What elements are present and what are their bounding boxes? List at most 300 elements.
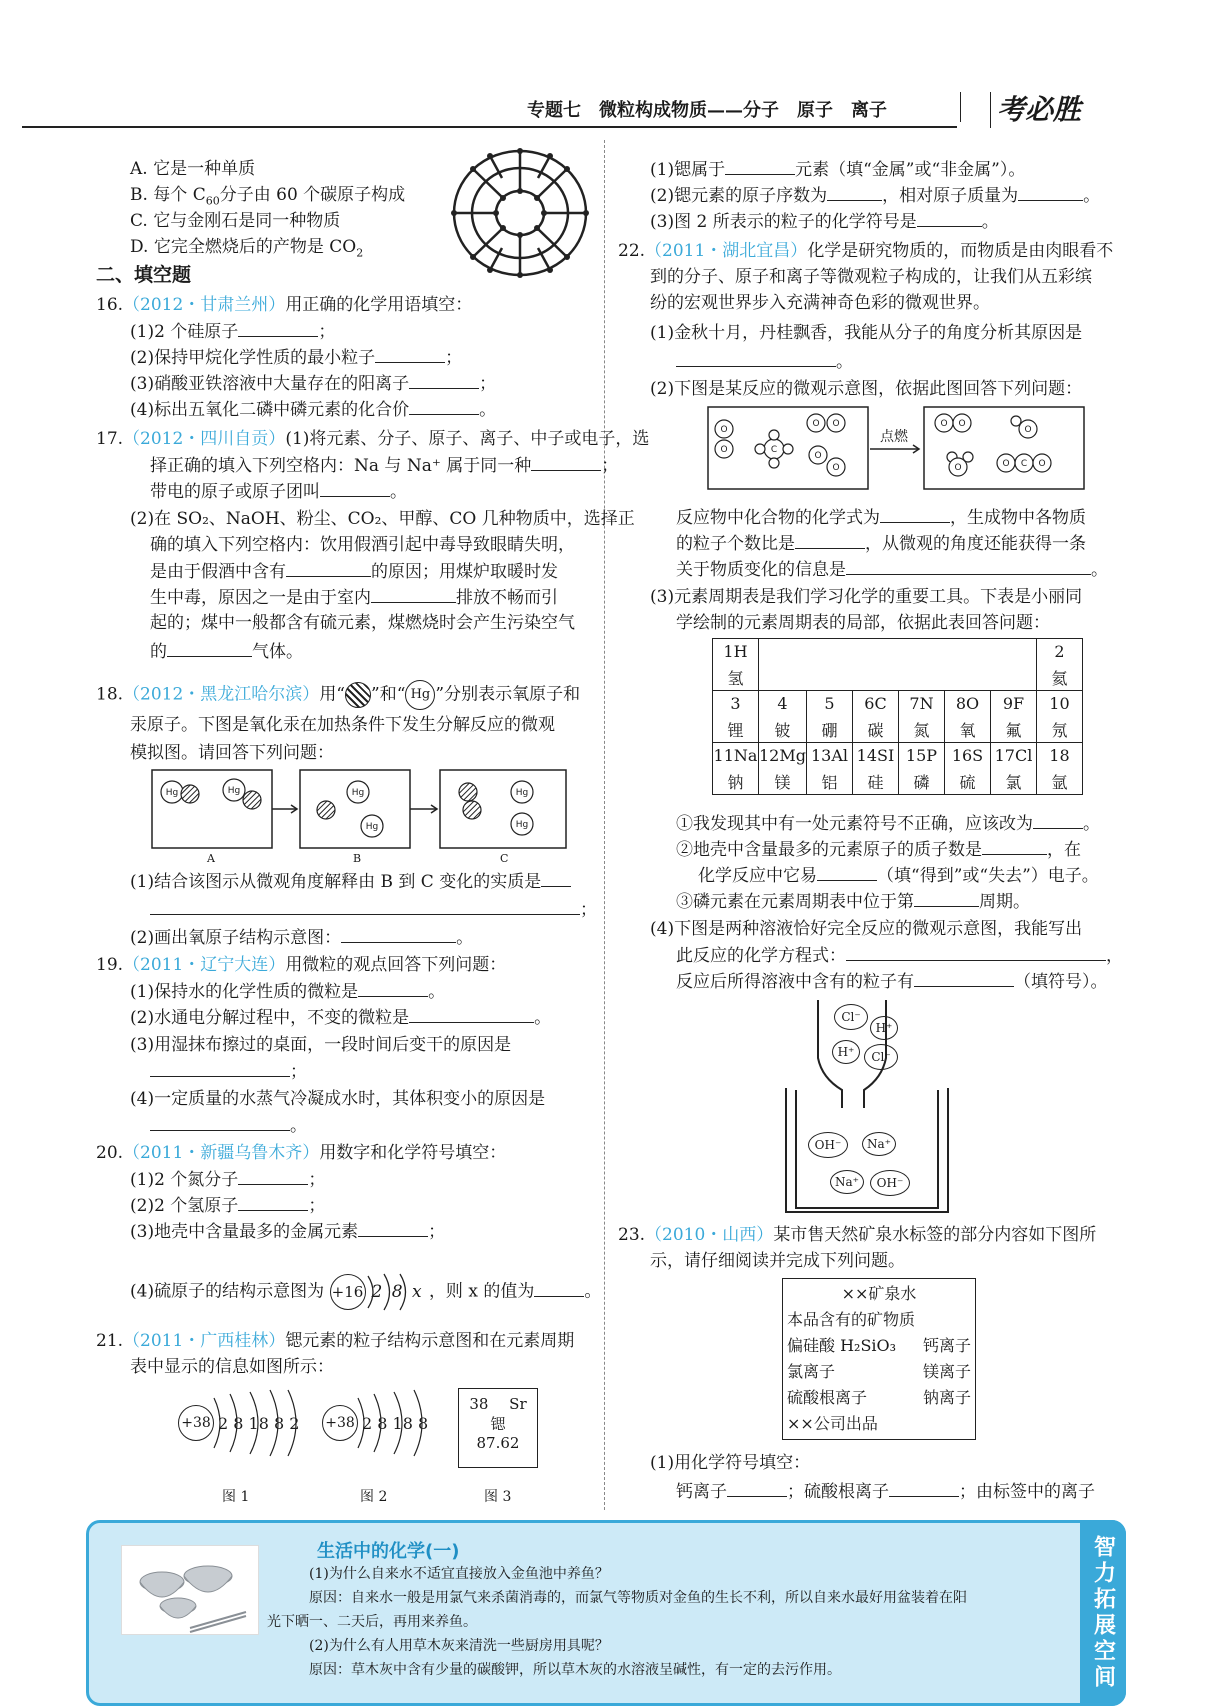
svg-text:O: O	[940, 419, 948, 429]
q17-l6	[150, 560, 558, 583]
q23-text: 某市售天然矿泉水标签的部分内容如下图所	[773, 1225, 1097, 1245]
q20-s1: (1)2 个氮分子 ；	[130, 1170, 326, 1190]
q22-s4d-text: （填符号）。	[1014, 972, 1108, 992]
q22-s4b: 此反应的化学方程式： ，	[676, 946, 1123, 966]
q19-s2-text: (2)水通电分解过程中，不变的微粒是	[130, 1008, 410, 1028]
q23-num: 23.	[618, 1225, 646, 1245]
empty-cell	[898, 639, 944, 665]
electron-shell-arcs	[362, 1272, 412, 1312]
answer-blank[interactable]	[150, 1114, 290, 1131]
q19-num: 19.	[96, 955, 124, 975]
element-name: 氢	[713, 665, 759, 691]
answer-blank[interactable]	[167, 640, 252, 657]
q22-s3q2b-text: ，在	[1047, 840, 1081, 860]
header-title: 专题七 微粒构成物质——分子 原子 离子	[527, 100, 887, 121]
q18-stem3: 模拟图。请回答下列问题：	[130, 743, 334, 763]
side-tab	[1080, 1520, 1126, 1706]
na-ion-label: Na⁺	[867, 1137, 891, 1151]
q17-l4: (2)在 SO₂、NaOH、粉尘、CO₂、甲醇、CO 几种物质中，选择正	[130, 509, 635, 529]
svg-text:O: O	[1024, 425, 1032, 435]
q22-s4c-text: 反应后所得溶液中含有的粒子有	[676, 972, 914, 992]
svg-text:Hg: Hg	[515, 820, 529, 830]
q22-s3q2c-text: 化学反应中它易	[698, 866, 817, 886]
q19-stem	[96, 954, 506, 976]
q23-l1	[618, 1224, 1096, 1246]
q22-l3: 纷的宏观世界步入充满神奇色彩的微观世界。	[650, 293, 990, 313]
ion-sodium-2	[830, 1170, 864, 1194]
q22-s3q3	[676, 890, 1030, 913]
q22-source: （2011・湖北宜昌）	[645, 241, 808, 261]
answer-blank[interactable]	[725, 158, 795, 175]
element-name: 镁	[759, 769, 807, 795]
q23-s1a	[676, 1480, 1095, 1503]
sr-cell-top	[459, 1395, 537, 1413]
diagram-label-c: C	[500, 852, 509, 865]
q21-num: 21.	[96, 1331, 124, 1351]
reaction-condition: 点燃	[880, 429, 908, 445]
q15-b-text2: 分子由 60 个碳原子构成	[219, 185, 406, 205]
element-symbol: 4	[759, 691, 807, 717]
q17-l3-text: 带电的原子或原子团叫	[150, 482, 320, 502]
empty-cell	[806, 639, 852, 665]
q20-stem	[96, 1142, 506, 1164]
answer-blank[interactable]	[917, 210, 982, 227]
q15-d-sub: 2	[356, 246, 364, 260]
box-a1-cont: 光下晒一、二天后，再用来养鱼。	[267, 1614, 477, 1630]
q19-s3-cont: ；	[150, 1060, 307, 1083]
element-name: 铝	[806, 769, 852, 795]
element-name: 氯	[990, 769, 1036, 795]
oh-ion-label: OH⁻	[814, 1138, 842, 1152]
ion-hydrogen-1	[870, 1016, 898, 1040]
q22-s2a	[676, 506, 1086, 529]
q17-l6-text: 是由于假酒中含有	[150, 562, 286, 582]
element-name: 锂	[713, 717, 759, 743]
q20-s2: (2)2 个氢原子 ；	[130, 1196, 326, 1216]
strontium-periodic-cell	[458, 1388, 538, 1468]
answer-blank[interactable]	[150, 898, 580, 915]
q22-s2: (2)下图是某反应的微观示意图，依据此图回答下列问题：	[650, 379, 1083, 399]
q15-option-d	[130, 236, 363, 264]
q18-s2: (2)画出氧原子结构示意图： 。	[130, 928, 474, 948]
q16-s4-text: (4)标出五氧化二磷中磷元素的化合价	[130, 400, 410, 420]
ion-hydroxide-2	[870, 1170, 910, 1196]
q22-s3q1-text: ①我发现其中有一处元素符号不正确，应该改为	[676, 814, 1033, 834]
element-name: 钠	[713, 769, 759, 795]
q20-s4b-text: ，则 x 的值为	[428, 1281, 535, 1302]
answer-blank[interactable]	[914, 970, 1014, 987]
q17-text: (1)将元素、分子、原子、离子、中子或电子，选	[285, 429, 650, 449]
svg-text:O: O	[814, 451, 822, 461]
q16-s3-text: (3)硝酸亚铁溶液中大量存在的阳离子	[130, 374, 410, 394]
q19-s3: (3)用湿抹布擦过的桌面，一段时间后变干的原因是	[130, 1035, 512, 1055]
empty-cell	[944, 639, 990, 665]
cl-ion	[864, 1044, 898, 1070]
column-divider	[604, 140, 605, 1510]
sr-name: 锶	[490, 1415, 506, 1433]
q15-d-text: D. 它完全燃烧后的产物是 CO	[130, 237, 357, 257]
figure-2-label: 图 2	[360, 1489, 388, 1505]
answer-blank[interactable]	[889, 1480, 959, 1497]
element-symbol: 17Cl	[990, 743, 1036, 769]
element-symbol: 7N	[898, 691, 944, 717]
q21-text: 锶元素的粒子结构示意图和在元素周期	[285, 1331, 575, 1351]
h-ion	[870, 1016, 898, 1040]
q16-s1: (1)2 个硅原子 ；	[130, 322, 336, 342]
q18-s2-text: (2)画出氧原子结构示意图：	[130, 928, 342, 948]
q19-text: 用微粒的观点回答下列问题：	[285, 955, 507, 975]
label-manufacturer: ××公司出品	[787, 1414, 878, 1433]
q20-s1-text: (1)2 个氮分子	[130, 1170, 239, 1190]
empty-cell	[990, 665, 1036, 691]
element-name: 硼	[806, 717, 852, 743]
q22-text: 化学是研究物质的，而物质是由肉眼看不	[807, 241, 1114, 261]
svg-text:O: O	[812, 419, 820, 429]
brand-logo: 考必胜	[997, 93, 1082, 126]
element-name: 氮	[898, 717, 944, 743]
sr-atomic-number: 38	[469, 1395, 489, 1413]
q21-s1-text: (1)锶属于	[650, 160, 726, 180]
ion-chloride-1	[834, 1004, 868, 1030]
element-name: 磷	[898, 769, 944, 795]
cl-ion-label: Cl⁻	[841, 1010, 861, 1024]
svg-text:O: O	[1038, 459, 1046, 469]
q17-l8: 起的；煤中一般都含有硫元素，煤燃烧时会产生污染空气	[150, 613, 575, 633]
label-sodium-ion: 钠离子	[922, 1388, 971, 1407]
q23-s1b-text: ；硫酸根离子	[787, 1482, 889, 1502]
element-symbol: 8O	[944, 691, 990, 717]
sr-ion-nuclear-charge: +38	[325, 1415, 355, 1431]
answer-blank[interactable]	[676, 350, 836, 367]
empty-cell	[852, 639, 898, 665]
answer-blank[interactable]	[341, 926, 456, 943]
q22-l2: 到的分子、原子和离子等微观粒子构成的，让我们从五彩缤	[650, 267, 1092, 287]
element-name: 铍	[759, 717, 807, 743]
q18-s1-text: (1)结合该图示从微观角度解释由 B 到 C 变化的实质是	[130, 872, 542, 892]
q17-l7b-text: 排放不畅而引	[456, 588, 558, 608]
diagram-label-b: B	[353, 852, 362, 865]
element-symbol: 9F	[990, 691, 1036, 717]
q20-source: （2011・新疆乌鲁木齐）	[123, 1143, 320, 1163]
q22-s2b-text: ，生成物中各物质	[950, 508, 1086, 528]
element-name: 氟	[990, 717, 1036, 743]
label-calcium-ion: 钙离子	[922, 1336, 971, 1355]
sr-ion-nucleus	[322, 1405, 358, 1441]
answer-blank[interactable]	[1033, 812, 1083, 829]
label-line-4	[787, 1385, 971, 1411]
ion-chloride-2	[864, 1044, 898, 1070]
element-symbol: 5	[806, 691, 852, 717]
bowls-icon	[122, 1546, 260, 1636]
element-symbol: 1H	[713, 639, 759, 665]
c60-fullerene-image	[450, 148, 590, 278]
q22-s3q1: ①我发现其中有一处元素符号不正确，应该改为 。	[676, 814, 1100, 834]
answer-blank[interactable]	[371, 586, 456, 603]
q15-option-a: A. 它是一种单质	[130, 159, 256, 179]
svg-text:Hg: Hg	[351, 788, 365, 798]
label-silicic-acid: 偏硅酸 H₂SiO₃	[787, 1336, 897, 1355]
q22-num: 22.	[618, 241, 646, 261]
answer-blank[interactable]	[150, 1060, 290, 1077]
empty-cell	[759, 665, 807, 691]
q21-s2-text: (2)锶元素的原子序数为	[650, 186, 828, 206]
svg-text:O: O	[958, 419, 966, 429]
q20-s4-text: (4)硫原子的结构示意图为	[130, 1281, 325, 1302]
h-ion	[832, 1040, 860, 1064]
answer-blank[interactable]	[320, 480, 390, 497]
q16-s2-text: (2)保持甲烷化学性质的最小粒子	[130, 348, 376, 368]
q22-s4c	[676, 970, 1108, 993]
electron-shell-arcs-1	[210, 1388, 310, 1458]
answer-blank[interactable]	[846, 558, 1091, 575]
q17-l1	[96, 428, 649, 450]
element-symbol: 11Na	[713, 743, 759, 769]
oxygen-atom-symbol	[345, 682, 371, 708]
answer-blank[interactable]	[914, 890, 979, 907]
answer-blank[interactable]	[846, 944, 1106, 961]
q21-s2: (2)锶元素的原子序数为 ，相对原子质量为 。	[650, 186, 1101, 206]
q20-s3-text: (3)地壳中含量最多的金属元素	[130, 1222, 359, 1242]
diagram-label-a: A	[207, 852, 215, 865]
answer-blank[interactable]	[409, 372, 479, 389]
q22-s1-cont: 。	[676, 350, 853, 373]
ion-hydrogen-2	[832, 1040, 860, 1064]
q18-source: （2012・黑龙江哈尔滨）	[123, 684, 320, 705]
q16-s3: (3)硝酸亚铁溶液中大量存在的阳离子 ；	[130, 374, 497, 394]
q19-s1-text: (1)保持水的化学性质的微粒是	[130, 982, 359, 1002]
sr-nuclear-charge: +38	[181, 1415, 211, 1431]
q20-s2-text: (2)2 个氢原子	[130, 1196, 239, 1216]
element-symbol: 14SI	[852, 743, 898, 769]
answer-blank[interactable]	[409, 1006, 534, 1023]
svg-text:O: O	[720, 425, 728, 435]
answer-blank[interactable]	[880, 506, 950, 523]
q21-s2b-text: ，相对原子质量为	[882, 186, 1019, 206]
q23-source: （2010・山西）	[645, 1225, 774, 1245]
element-symbol: 6C	[852, 691, 898, 717]
answer-blank[interactable]	[795, 532, 865, 549]
answer-blank[interactable]	[817, 864, 877, 881]
q22-s3q2-text: ②地壳中含量最多的元素原子的质子数是	[676, 840, 982, 860]
svg-text:O: O	[832, 463, 840, 473]
sr-atomic-mass: 87.62	[476, 1434, 520, 1452]
left-column	[0, 0, 650, 1520]
element-symbol: 12Mg	[759, 743, 807, 769]
h-ion-label: H⁺	[875, 1021, 893, 1035]
q21-stem2: 表中显示的信息如图所示：	[130, 1357, 334, 1377]
sulfur-nuclear-charge: +16	[331, 1283, 364, 1301]
q16-stem	[96, 294, 472, 316]
combustion-reaction-diagram	[706, 405, 1086, 493]
answer-blank[interactable]	[827, 184, 882, 201]
q17-l9-text: 的	[150, 642, 167, 662]
empty-cell	[759, 639, 807, 665]
q21-s3: (3)图 2 所表示的粒子的化学符号是 。	[650, 212, 999, 232]
box-title: 生活中的化学(一)	[317, 1541, 460, 1562]
answer-blank[interactable]	[409, 398, 479, 415]
box-a1: 原因：自来水一般是用氯气来杀菌消毒的，而氯气等物质对金鱼的生长不利，所以自来水最好用盆装着在阳	[309, 1590, 967, 1606]
q19-s1: (1)保持水的化学性质的微粒是 。	[130, 982, 446, 1002]
sulfur-atom-structure-diagram	[330, 1272, 424, 1312]
ion-sodium-1	[862, 1132, 896, 1156]
q18-stem1	[96, 680, 580, 710]
figure-3-label: 图 3	[484, 1489, 512, 1505]
q20-num: 20.	[96, 1143, 124, 1163]
element-name: 碳	[852, 717, 898, 743]
empty-cell	[990, 639, 1036, 665]
svg-text:O: O	[720, 445, 728, 455]
oh-ion	[870, 1170, 910, 1196]
q17-l9b-text: 气体。	[252, 642, 303, 662]
answer-blank[interactable]	[238, 1194, 308, 1211]
q16-source: （2012・甘肃兰州）	[123, 295, 286, 315]
sr-nucleus	[178, 1405, 214, 1441]
element-name: 硅	[852, 769, 898, 795]
q17-l2: 择正确的填入下列空格内：Na 与 Na⁺ 属于同一种 ；	[150, 456, 619, 476]
q22-s3q2d-text: （填“得到”或“失去”）电子。	[877, 866, 1099, 886]
answer-blank[interactable]	[541, 870, 571, 887]
svg-text:Hg: Hg	[365, 822, 379, 832]
q17-l7	[150, 586, 558, 609]
label-chloride-ion: 氯离子	[787, 1362, 836, 1381]
element-symbol: 18	[1036, 743, 1082, 769]
answer-blank[interactable]	[375, 346, 445, 363]
sulfur-electron-shells: 2 8 x	[371, 1282, 424, 1302]
q18-s1	[130, 870, 571, 893]
q15-option-c: C. 它与金刚石是同一种物质	[130, 211, 341, 231]
q15-b-sub: 60	[205, 194, 220, 208]
q16-s2: (2)保持甲烷化学性质的最小粒子 ；	[130, 348, 463, 368]
svg-text:C: C	[1020, 459, 1028, 469]
kitchenware-photo	[121, 1545, 259, 1635]
svg-text:Hg: Hg	[227, 786, 241, 796]
svg-text:O: O	[1002, 459, 1010, 469]
q17-l5: 确的填入下列空格内：饮用假酒引起中毒导致眼睛失明，	[150, 535, 575, 555]
label-line-1: 本品含有的矿物质	[787, 1310, 916, 1329]
ion-hydroxide-1	[808, 1132, 848, 1158]
q19-s4: (4)一定质量的水蒸气冷凝成水时，其体积变小的原因是	[130, 1089, 546, 1109]
sr-symbol: Sr	[509, 1395, 527, 1413]
q18-num: 18.	[96, 684, 124, 705]
sulfur-nucleus	[330, 1274, 366, 1310]
answer-blank[interactable]	[358, 980, 428, 997]
q22-s2c-text: 的粒子个数比是	[676, 534, 795, 554]
empty-cell	[806, 665, 852, 691]
element-name: 氖	[1036, 717, 1082, 743]
mercury-oxide-decomposition-diagram	[150, 768, 570, 858]
side-tab-label: 智力拓展空间	[1090, 1535, 1116, 1691]
q21-source: （2011・广西桂林）	[123, 1331, 286, 1351]
q19-source: （2011・辽宁大连）	[123, 955, 286, 975]
q17-l6b-text: 的原因；用煤炉取暖时发	[371, 562, 558, 582]
mercury-atom-symbol	[405, 680, 435, 710]
q22-s2d-text: ，从微观的角度还能获得一条	[865, 534, 1086, 554]
q22-s2c	[676, 532, 1086, 555]
svg-text:O: O	[954, 463, 962, 473]
q22-s4a: (4)下图是两种溶液恰好完全反应的微观示意图，我能写出	[650, 919, 1083, 939]
label-sulfate-ion: 硫酸根离子	[787, 1388, 868, 1407]
q16-text: 用正确的化学用语填空：	[285, 295, 473, 315]
q21-s1	[650, 158, 1025, 181]
q22-s3q3b-text: 周期。	[979, 892, 1030, 912]
q22-s3q2	[676, 838, 1081, 861]
q17-l9	[150, 640, 303, 663]
q20-s4: (4)硫原子的结构示意图为 +16 2 8 x ，则 x 的值为 。	[130, 1272, 601, 1312]
q16-s1-text: (1)2 个硅原子	[130, 322, 239, 342]
q18-text-b: ”和“	[371, 684, 406, 705]
q18-stem2: 汞原子。下图是氧化汞在加热条件下发生分解反应的微观	[130, 715, 555, 735]
element-name: 氩	[1036, 769, 1082, 795]
oh-ion	[808, 1132, 848, 1158]
box-q2: (2)为什么有人用草木灰来清洗一些厨房用具呢？	[309, 1638, 609, 1654]
q18-text-c: ”分别表示氧原子和	[435, 684, 581, 705]
element-symbol: 10	[1036, 691, 1082, 717]
na-ion	[830, 1170, 864, 1194]
electron-shell-arcs-2	[354, 1388, 444, 1458]
answer-blank[interactable]	[727, 1480, 787, 1497]
element-symbol: 16S	[944, 743, 990, 769]
element-name: 氧	[944, 717, 990, 743]
answer-blank[interactable]	[238, 320, 318, 337]
q16-s4: (4)标出五氧化二磷中磷元素的化合价 。	[130, 400, 497, 420]
q19-s2: (2)水通电分解过程中，不变的微粒是 。	[130, 1008, 552, 1028]
q20-text: 用数字和化学符号填空：	[319, 1143, 507, 1163]
mineral-water-label	[782, 1278, 976, 1440]
label-title: ××矿泉水	[841, 1284, 917, 1303]
answer-blank[interactable]	[531, 454, 601, 471]
box-a2: 原因：草木灰中含有少量的碳酸钾，所以草木灰的水溶液呈碱性，有一定的去污作用。	[309, 1662, 841, 1678]
q23-s1: (1)用化学符号填空：	[650, 1453, 811, 1473]
element-symbol: 2	[1036, 639, 1082, 665]
q22-s2e: 关于物质变化的信息是 。	[676, 560, 1108, 580]
life-chemistry-box	[86, 1520, 1126, 1706]
svg-text:O: O	[832, 419, 840, 429]
right-column	[612, 0, 1212, 1520]
element-symbol: 15P	[898, 743, 944, 769]
q22-s3q2c	[698, 864, 1099, 887]
q21-stem1	[96, 1330, 574, 1352]
answer-blank[interactable]	[982, 838, 1047, 855]
answer-blank[interactable]	[358, 1220, 428, 1237]
q20-s3: (3)地壳中含量最多的金属元素 ；	[130, 1222, 446, 1242]
sr-electron-config-1: 2 8 18 8 2	[218, 1413, 300, 1433]
answer-blank[interactable]	[534, 1280, 584, 1297]
q15-option-b	[130, 184, 405, 212]
sr-electron-config-2: 2 8 18 8	[362, 1413, 429, 1433]
q17-l7-text: 生中毒，原因之一是由于室内	[150, 588, 371, 608]
empty-cell	[852, 665, 898, 691]
q23-l2: 示，请仔细阅读并完成下列问题。	[650, 1251, 905, 1271]
q22-l1	[618, 240, 1113, 262]
answer-blank[interactable]	[238, 1168, 308, 1185]
element-name: 硫	[944, 769, 990, 795]
label-magnesium-ion: 镁离子	[922, 1362, 971, 1381]
answer-blank[interactable]	[1018, 184, 1083, 201]
answer-blank[interactable]	[286, 560, 371, 577]
hg-label: Hg	[410, 687, 431, 702]
element-symbol: 13Al	[806, 743, 852, 769]
q19-s4-cont: 。	[150, 1114, 307, 1137]
q22-s1: (1)金秋十月，丹桂飘香，我能从分子的角度分析其原因是	[650, 323, 1083, 343]
q22-s3q3-text: ③磷元素在元素周期表中位于第	[676, 892, 914, 912]
q17-source: （2012・四川自贡）	[123, 429, 286, 449]
empty-cell	[898, 665, 944, 691]
q22-s2e-text: 关于物质变化的信息是	[676, 560, 846, 580]
neutralization-reaction-diagram	[782, 998, 952, 1214]
q16-num: 16.	[96, 295, 124, 315]
q22-s3b: 学绘制的元素周期表的局部，依据此表回答问题：	[676, 613, 1050, 633]
q17-num: 17.	[96, 429, 124, 449]
